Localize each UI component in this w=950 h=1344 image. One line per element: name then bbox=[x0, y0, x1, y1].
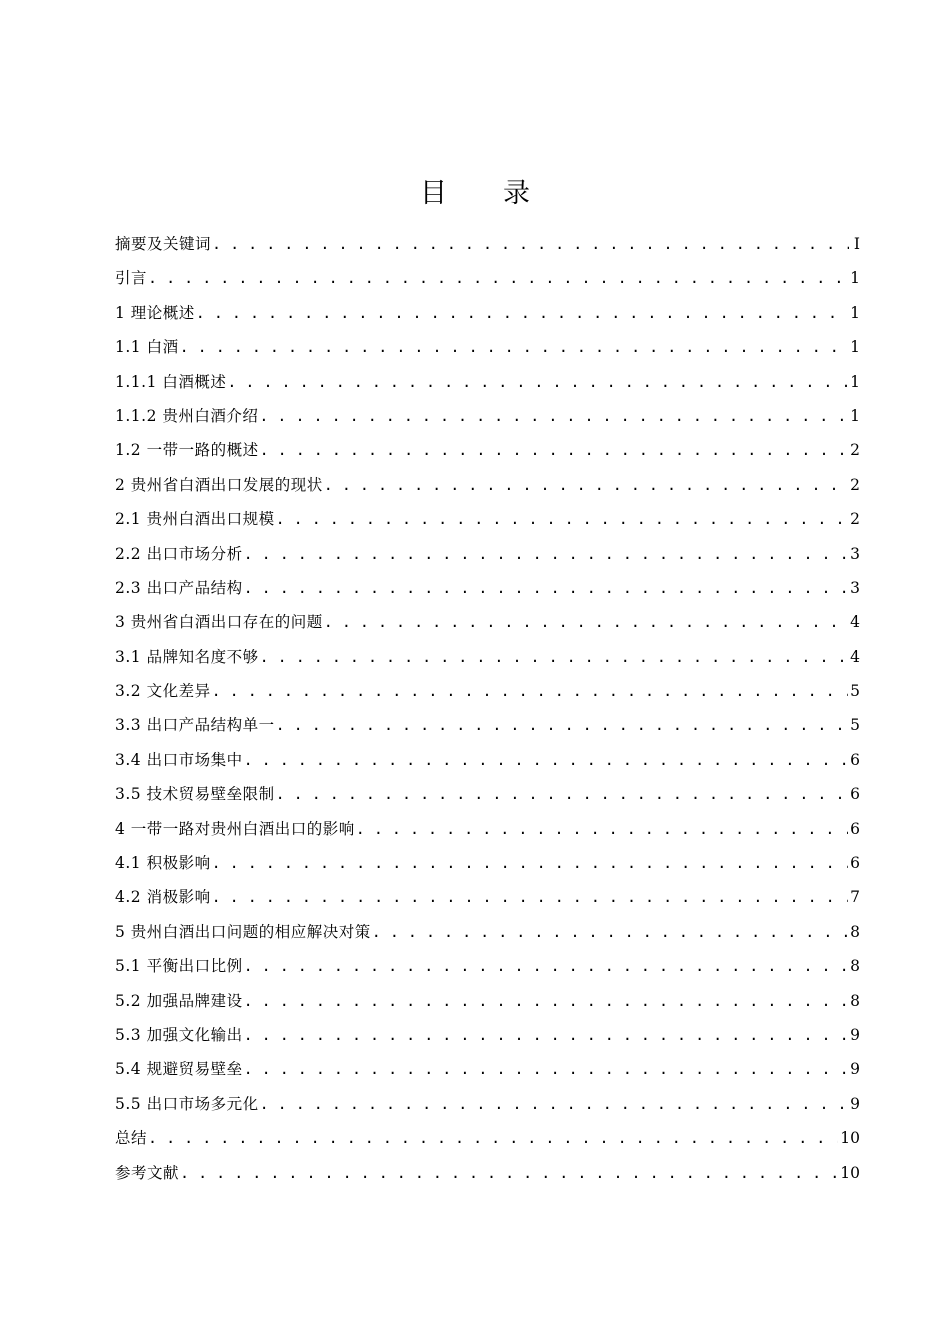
toc-entry-label: 3.2 文化差异 bbox=[115, 682, 211, 701]
toc-entry[interactable] bbox=[115, 990, 860, 1024]
toc-entry[interactable] bbox=[115, 955, 860, 989]
toc-dot-leader bbox=[276, 508, 849, 530]
toc-entry-label: 2.3 出口产品结构 bbox=[115, 578, 243, 597]
toc-entry-label: 5.5 出口市场多元化 bbox=[115, 1094, 259, 1113]
toc-entry-page-number: 8 bbox=[850, 991, 860, 1010]
toc-entry-page-number: 9 bbox=[850, 1060, 860, 1079]
toc-entry-label: 3.5 技术贸易壁垒限制 bbox=[115, 785, 275, 804]
toc-entry-label: 2.1 贵州白酒出口规模 bbox=[115, 510, 275, 529]
toc-entry-label: 4 一带一路对贵州白酒出口的影响 bbox=[115, 819, 355, 838]
toc-entry-page-number: 1 bbox=[850, 269, 860, 288]
toc-entry-page-number: 2 bbox=[850, 441, 860, 460]
toc-entry-label: 3.4 出口市场集中 bbox=[115, 750, 243, 769]
toc-entry[interactable] bbox=[115, 233, 860, 267]
toc-dot-leader bbox=[180, 1162, 838, 1184]
toc-entry-page-number: 2 bbox=[850, 510, 860, 529]
toc-entry-page-number: 5 bbox=[850, 682, 860, 701]
toc-entry-label: 4.1 积极影响 bbox=[115, 854, 211, 873]
toc-dot-leader bbox=[212, 852, 849, 874]
toc-dot-leader bbox=[259, 405, 848, 427]
toc-entry-page-number: 8 bbox=[850, 922, 860, 941]
toc-dot-leader bbox=[212, 233, 849, 255]
toc-entry[interactable] bbox=[115, 371, 860, 405]
toc-dot-leader bbox=[244, 990, 849, 1012]
toc-entry-page-number: 4 bbox=[850, 613, 860, 632]
toc-entry-page-number: 2 bbox=[850, 475, 860, 494]
toc-entry-label: 5.3 加强文化输出 bbox=[115, 1025, 243, 1044]
toc-dot-leader bbox=[227, 371, 848, 393]
toc-entry[interactable] bbox=[115, 336, 860, 370]
toc-dot-leader bbox=[212, 680, 849, 702]
toc-entry[interactable] bbox=[115, 1024, 860, 1058]
toc-dot-leader bbox=[324, 611, 848, 633]
toc-entry-label: 摘要及关键词 bbox=[115, 235, 212, 253]
toc-dot-leader bbox=[260, 646, 849, 668]
toc-dot-leader bbox=[324, 474, 848, 496]
toc-dot-leader bbox=[180, 336, 849, 358]
toc-entry[interactable] bbox=[115, 852, 860, 886]
toc-entry-label: 4.2 消极影响 bbox=[115, 888, 211, 907]
toc-entry-page-number: 6 bbox=[850, 819, 860, 838]
toc-entry-page-number: 1 bbox=[850, 372, 860, 391]
toc-entry-page-number: 8 bbox=[850, 957, 860, 976]
toc-entry[interactable] bbox=[115, 1093, 860, 1127]
toc-entry[interactable] bbox=[115, 921, 860, 955]
toc-entry-page-number: 5 bbox=[850, 716, 860, 735]
toc-entry-label: 3.3 出口产品结构单一 bbox=[115, 716, 275, 735]
toc-heading-char-2: 录 bbox=[503, 178, 530, 209]
toc-dot-leader bbox=[260, 439, 849, 461]
toc-entry-label: 1.1.1 白酒概述 bbox=[115, 372, 227, 391]
toc-entry-label: 引言 bbox=[115, 269, 148, 288]
toc-heading-char-1: 目 bbox=[420, 178, 447, 209]
toc-entry-label: 2 贵州省白酒出口发展的现状 bbox=[115, 475, 323, 494]
toc-entry-page-number: 1 bbox=[850, 406, 860, 425]
toc-entry[interactable] bbox=[115, 267, 860, 301]
toc-entry-label: 总结 bbox=[115, 1129, 148, 1148]
toc-entry[interactable] bbox=[115, 302, 860, 336]
toc-dot-leader bbox=[244, 955, 849, 977]
toc-entry[interactable] bbox=[115, 405, 860, 439]
toc-entry[interactable] bbox=[115, 783, 860, 817]
toc-dot-leader bbox=[244, 1024, 849, 1046]
toc-entry-page-number: 9 bbox=[850, 1094, 860, 1113]
toc-dot-leader bbox=[148, 267, 848, 289]
table-of-contents bbox=[115, 233, 860, 1196]
toc-dot-leader bbox=[356, 818, 848, 840]
toc-entry[interactable] bbox=[115, 749, 860, 783]
toc-entry[interactable] bbox=[115, 1127, 860, 1161]
toc-entry-label: 1.1.2 贵州白酒介绍 bbox=[115, 406, 259, 425]
toc-entry[interactable] bbox=[115, 646, 860, 680]
toc-entry-label: 参考文献 bbox=[115, 1163, 180, 1182]
toc-entry-page-number: 4 bbox=[850, 647, 860, 666]
toc-entry[interactable] bbox=[115, 577, 860, 611]
toc-dot-leader bbox=[260, 1093, 849, 1115]
toc-entry[interactable] bbox=[115, 611, 860, 645]
toc-dot-leader bbox=[244, 543, 849, 565]
toc-entry[interactable] bbox=[115, 1162, 860, 1196]
toc-entry-page-number: 10 bbox=[840, 1163, 860, 1182]
toc-entry-page-number: I bbox=[853, 235, 860, 253]
toc-dot-leader bbox=[276, 714, 849, 736]
toc-entry-page-number: 1 bbox=[850, 303, 860, 322]
toc-entry[interactable] bbox=[115, 439, 860, 473]
toc-heading bbox=[0, 176, 950, 212]
toc-entry-label: 1 理论概述 bbox=[115, 303, 195, 322]
toc-dot-leader bbox=[244, 749, 849, 771]
toc-entry-label: 5 贵州白酒出口问题的相应解决对策 bbox=[115, 922, 371, 941]
toc-entry-label: 3.1 品牌知名度不够 bbox=[115, 647, 259, 666]
toc-entry-page-number: 6 bbox=[850, 854, 860, 873]
toc-dot-leader bbox=[244, 577, 849, 599]
toc-entry-label: 1.2 一带一路的概述 bbox=[115, 441, 259, 460]
toc-dot-leader bbox=[148, 1127, 838, 1149]
toc-entry-page-number: 7 bbox=[850, 888, 860, 907]
toc-entry-label: 5.4 规避贸易壁垒 bbox=[115, 1060, 243, 1079]
toc-dot-leader bbox=[244, 1058, 849, 1080]
toc-entry[interactable] bbox=[115, 508, 860, 542]
toc-dot-leader bbox=[372, 921, 848, 943]
toc-entry-page-number: 9 bbox=[850, 1025, 860, 1044]
toc-entry-page-number: 10 bbox=[840, 1129, 860, 1148]
toc-entry[interactable] bbox=[115, 474, 860, 508]
toc-entry-page-number: 6 bbox=[850, 785, 860, 804]
toc-dot-leader bbox=[276, 783, 849, 805]
toc-entry[interactable] bbox=[115, 543, 860, 577]
toc-entry-label: 5.1 平衡出口比例 bbox=[115, 957, 243, 976]
toc-entry-label: 5.2 加强品牌建设 bbox=[115, 991, 243, 1010]
toc-entry-page-number: 1 bbox=[850, 338, 860, 357]
toc-entry[interactable] bbox=[115, 680, 860, 714]
toc-entry[interactable] bbox=[115, 818, 860, 852]
toc-entry[interactable] bbox=[115, 1058, 860, 1092]
toc-dot-leader bbox=[212, 886, 849, 908]
toc-entry-label: 1.1 白酒 bbox=[115, 338, 179, 357]
toc-entry-page-number: 3 bbox=[850, 544, 860, 563]
toc-dot-leader bbox=[196, 302, 848, 324]
toc-entry-label: 3 贵州省白酒出口存在的问题 bbox=[115, 613, 323, 632]
toc-entry[interactable] bbox=[115, 714, 860, 748]
toc-entry-page-number: 6 bbox=[850, 750, 860, 769]
toc-entry[interactable] bbox=[115, 886, 860, 920]
toc-entry-label: 2.2 出口市场分析 bbox=[115, 544, 243, 563]
toc-entry-page-number: 3 bbox=[850, 578, 860, 597]
